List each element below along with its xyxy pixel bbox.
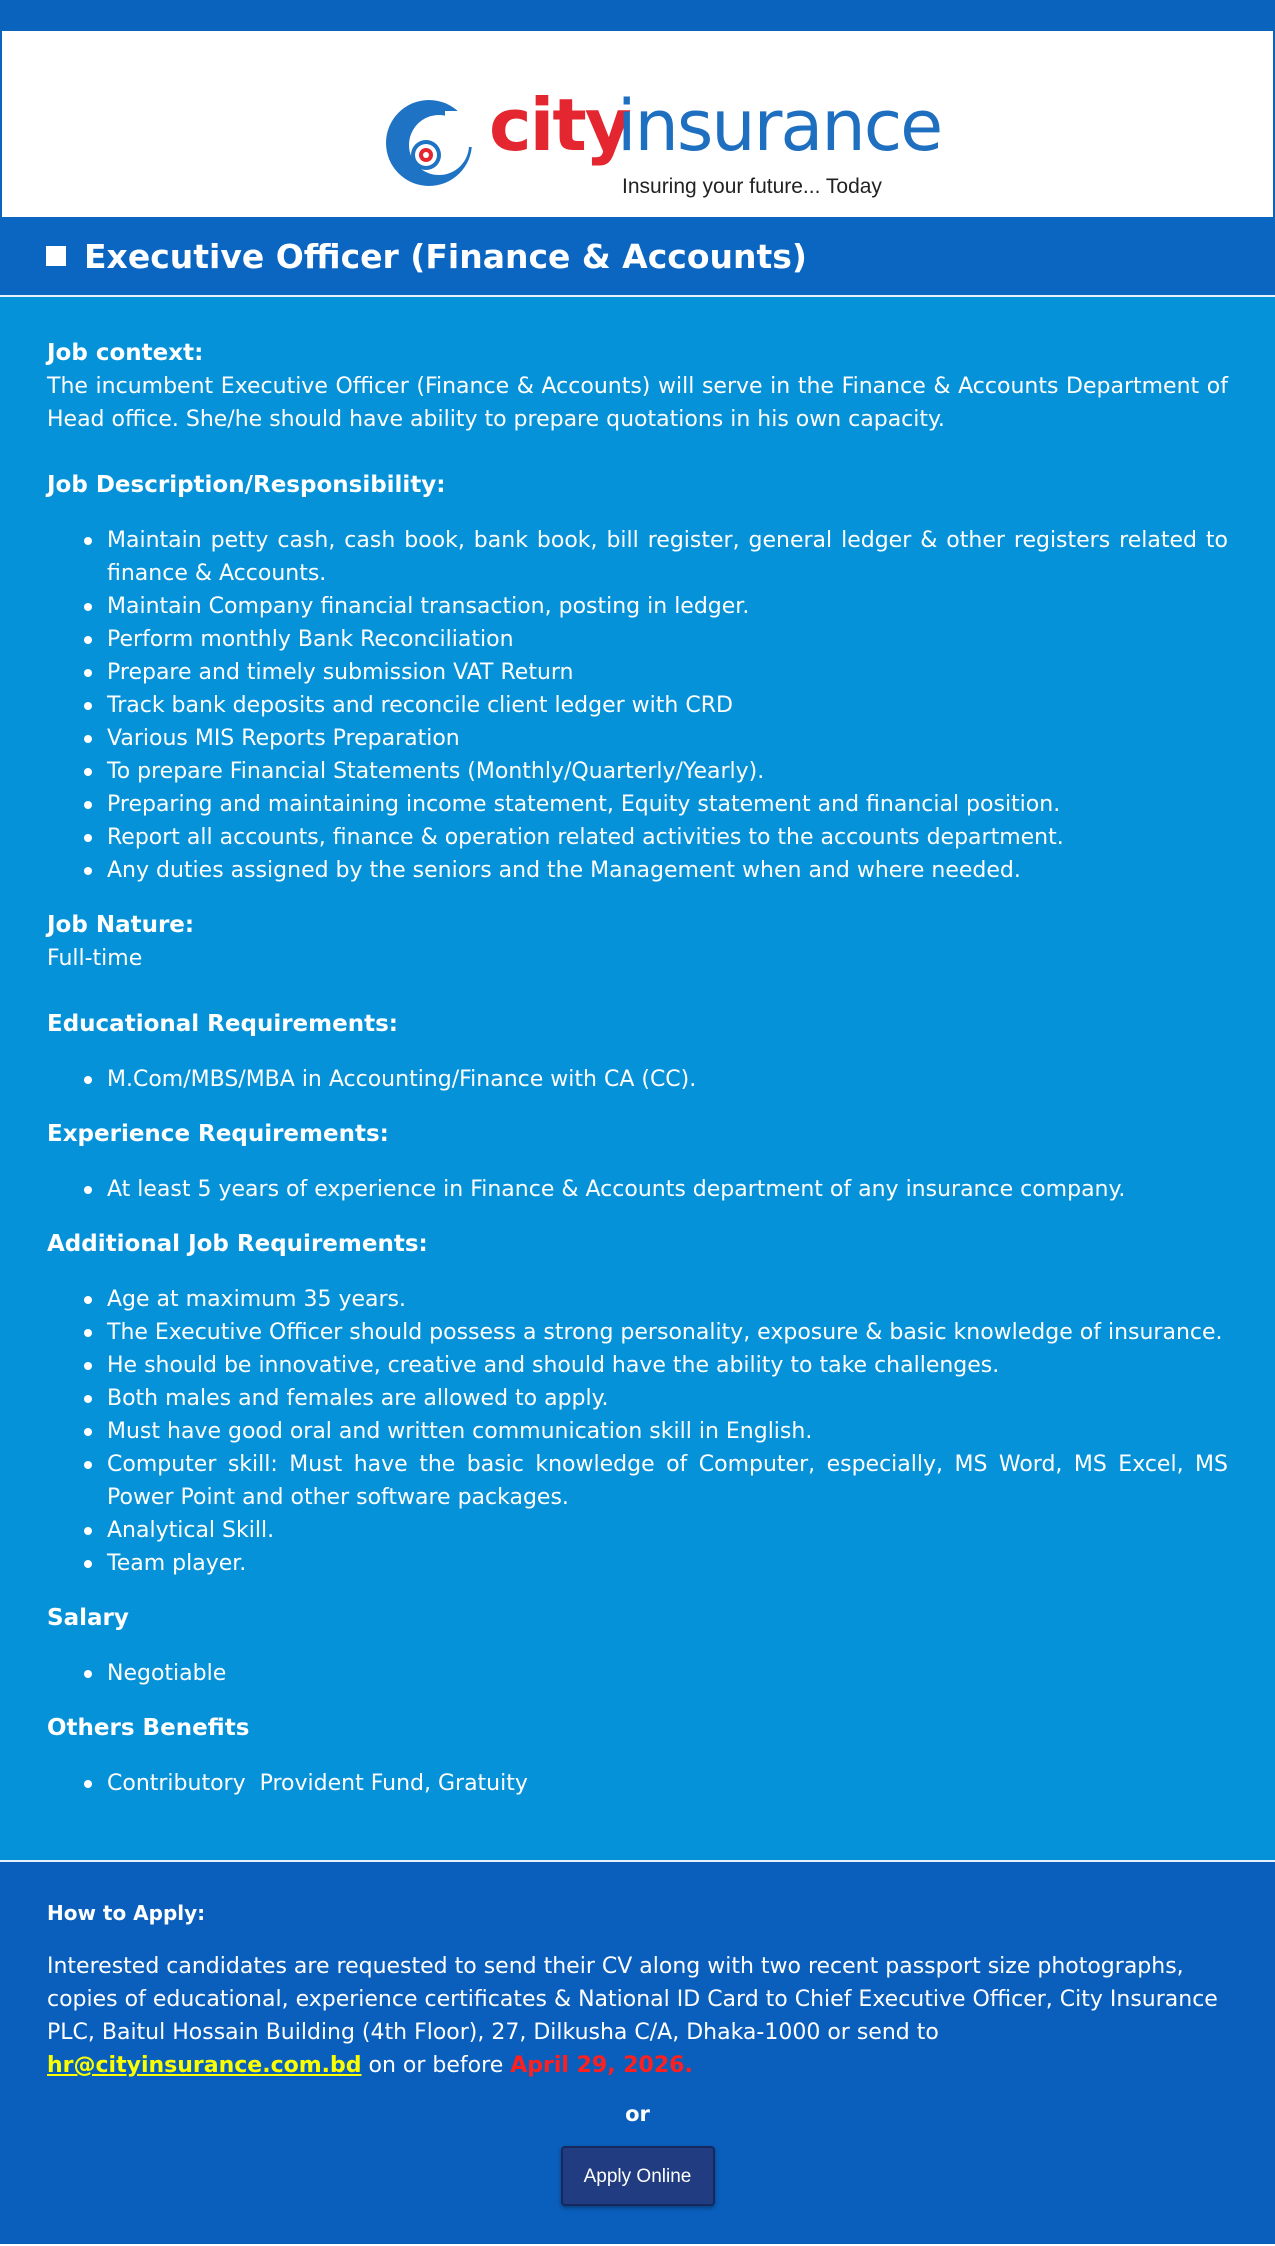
how-to-apply-heading: How to Apply: [47,1901,206,1925]
benefits-list [47,1767,1228,1800]
how-to-apply-text [47,1950,1228,2082]
list-item: The Executive Officer should possess a strong personality, exposure & basic knowledge of insurance. [47,1316,1228,1349]
list-item: Perform monthly Bank Reconciliation [47,623,1228,656]
logo-word-insurance: insurance [617,85,942,167]
list-item: Maintain Company financial transaction, posting in ledger. [47,590,1228,623]
logo-header [0,31,1275,217]
list-item: Must have good oral and written communication skill in English. [47,1415,1228,1448]
list-item: Analytical Skill. [47,1514,1228,1547]
job-context-heading: Job context: [47,340,204,366]
apply-instructions: Interested candidates are requested to send their CV along with two recent passport size photographs, copies of educational, experience certificates & National ID Card to Chief Executive Officer, City Insurance PLC, Baitul Hossain Building (4th Floor), 27, Dilkusha C/A, Dhaka-1000 or send to [47,1954,1218,2045]
list-item: Various MIS Reports Preparation [47,722,1228,755]
list-item: Report all accounts, finance & operation related activities to the accounts department. [47,821,1228,854]
list-item: Preparing and maintaining income statement, Equity statement and financial position. [47,788,1228,821]
job-nature-text: Full-time [47,946,143,971]
job-nature-heading: Job Nature: [47,912,195,938]
benefits-heading: Others Benefits [47,1715,250,1741]
job-details [0,297,1275,1862]
salary-list [47,1657,1228,1690]
job-description-list [47,524,1228,887]
list-item: Negotiable [47,1657,1228,1690]
email-link[interactable]: hr@cityinsurance.com.bd [47,2053,362,2078]
city-insurance-logo [385,67,942,207]
city-insurance-logo-mark-icon [385,99,477,187]
list-item: Prepare and timely submission VAT Return [47,656,1228,689]
logo-tagline: Insuring your future... Today [622,175,882,198]
list-item: At least 5 years of experience in Finance & Accounts department of any insurance company. [47,1173,1228,1206]
list-item: Team player. [47,1547,1228,1580]
additional-requirements-heading: Additional Job Requirements: [47,1231,428,1257]
list-item: Computer skill: Must have the basic knowledge of Computer, especially, MS Word, MS Excel, MS Power Point and other software packages. [47,1448,1228,1514]
salary-heading: Salary [47,1605,129,1631]
experience-requirements-heading: Experience Requirements: [47,1121,389,1147]
list-item: M.Com/MBS/MBA in Accounting/Finance with CA (CC). [47,1063,1228,1096]
list-item: Any duties assigned by the seniors and the Management when and where needed. [47,854,1228,887]
educational-requirements-heading: Educational Requirements: [47,1011,398,1037]
list-item: Track bank deposits and reconcile client ledger with CRD [47,689,1228,722]
experience-requirements-list [47,1173,1228,1206]
apply-online-button[interactable]: Apply Online [561,2146,715,2206]
list-item: Contributory Provident Fund, Gratuity [47,1767,1228,1800]
square-bullet-icon [46,246,66,266]
list-item: Age at maximum 35 years. [47,1283,1228,1316]
job-title-bar [0,217,1275,297]
deadline-date: April 29, 2026. [510,2053,693,2078]
on-or-before-text: on or before [368,2053,504,2078]
logo-word-city: city [489,83,630,167]
top-bar [0,0,1275,31]
job-context-text: The incumbent Executive Officer (Finance & Accounts) will serve in the Finance & Accounts Department of Head office. She/he should have ability to prepare quotations in his own capacity. [47,374,1228,432]
list-item: To prepare Financial Statements (Monthly/Quarterly/Yearly). [47,755,1228,788]
how-to-apply-section [0,1862,1275,2244]
job-title: Executive Officer (Finance & Accounts) [84,236,808,276]
list-item: Maintain petty cash, cash book, bank book, bill register, general ledger & other registers related to finance & Accounts. [47,524,1228,590]
additional-requirements-list [47,1283,1228,1580]
job-description-heading: Job Description/Responsibility: [47,472,446,498]
educational-requirements-list [47,1063,1228,1096]
list-item: Both males and females are allowed to apply. [47,1382,1228,1415]
or-separator: or [625,2102,650,2126]
list-item: He should be innovative, creative and should have the ability to take challenges. [47,1349,1228,1382]
